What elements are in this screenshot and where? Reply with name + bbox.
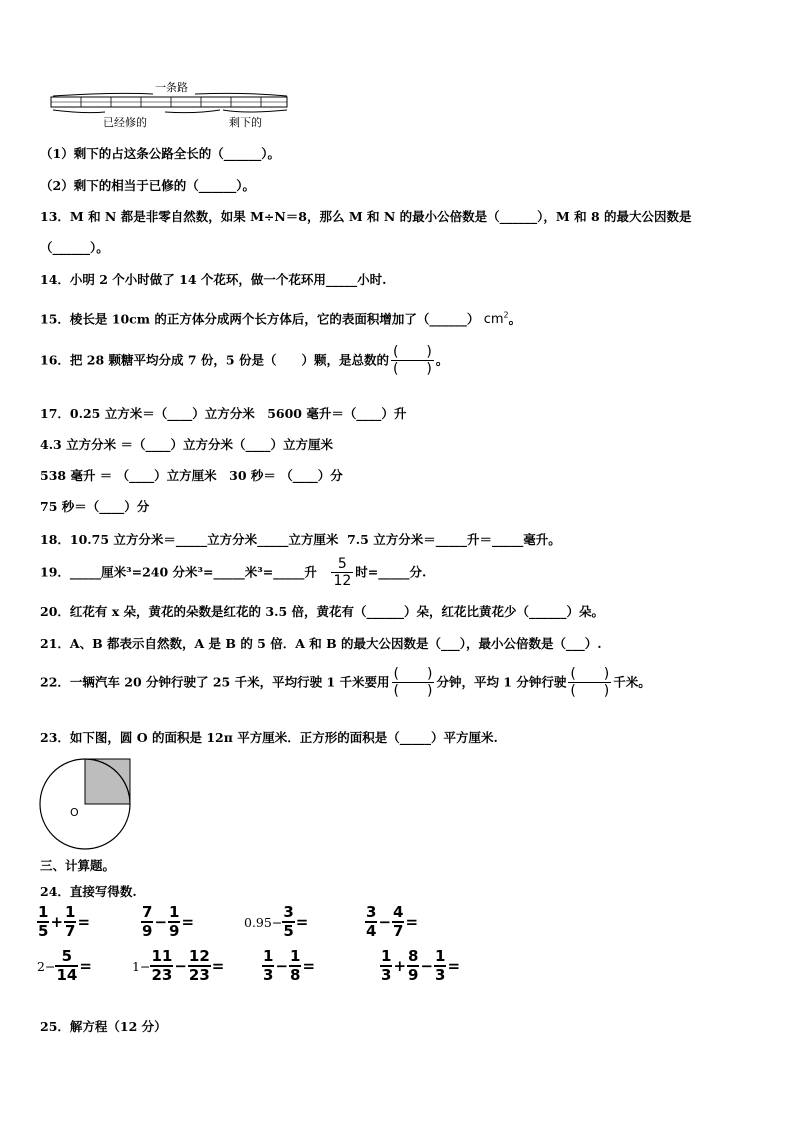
calc-expression-8: $\frac{1}{3}$ + $\frac{8}{9}$ − $\frac{1}{3}$ = xyxy=(381,947,461,984)
question-22: 22．一辆汽车 20 分钟行驶了 25 千米，平均行驶 1 千米要用 $\frac{( )}{( )}$ 分钟，平均 1 分钟行驶 $\frac{( )}{( )}$ 千米。 xyxy=(40,666,651,699)
question-18: 18．10.75 立方分米＝_____立方分米_____立方厘米 7.5 立方分米＝_____升＝_____毫升。 xyxy=(40,532,561,547)
question-25: 25．解方程（12 分） xyxy=(40,1019,167,1034)
question-24: 24．直接写得数. xyxy=(40,884,137,899)
question-23: 23．如下图，圆 O 的面积是 12π 平方厘米．正方形的面积是（_____）平方厘米. xyxy=(40,730,498,745)
question-21: 21．A、B 都表示自然数，A 是 B 的 5 倍．A 和 B 的最大公因数是（___），最小公倍数是（___）. xyxy=(40,636,602,651)
question-12-part-2: （2）剩下的相当于已修的（______）。 xyxy=(40,178,255,193)
question-17-line-4: 75 秒＝（____）分 xyxy=(40,499,150,514)
question-16: 16．把 28 颗糖平均分成 7 份，5 份是（ ）颗，是总数的 $\frac{( )}{( )}$ 。 xyxy=(40,344,449,377)
circle-center-label: O xyxy=(70,806,79,819)
fraction-blank-km: $\frac{( )}{( )}$ xyxy=(570,666,610,699)
question-15: 15．棱长是 10cm 的正方体分成两个长方体后，它的表面积增加了（______） $cm^2$。 xyxy=(40,311,522,328)
calc-expression-4: $\frac{3}{4}$ − $\frac{4}{7}$ = xyxy=(366,903,419,940)
question-13-continued: （______）。 xyxy=(40,240,109,255)
calc-expression-2: $\frac{7}{9}$ − $\frac{1}{9}$ = xyxy=(142,903,195,940)
calc-expression-3: 0.95− $\frac{3}{5}$ = xyxy=(244,903,309,940)
question-20: 20．红花有 x 朵，黄花的朵数是红花的 3.5 倍，黄花有（______）朵，红花比黄花少（______）朵。 xyxy=(40,604,605,619)
fraction-blank: $\frac{( )}{( )}$ xyxy=(392,344,432,377)
question-14: 14．小明 2 个小时做了 14 个花环，做一个花环用_____小时. xyxy=(40,272,387,287)
calc-expression-1: $\frac{1}{5}$ + $\frac{1}{7}$ = xyxy=(38,903,91,940)
road-left-label: 已经修的 xyxy=(103,116,147,129)
fraction-5-12: $\frac{5}{12}$ xyxy=(333,556,352,589)
circle-square-figure xyxy=(38,756,138,852)
question-17-line-1: 17．0.25 立方米＝（____）立方分米 5600 毫升＝（____）升 xyxy=(40,406,407,421)
fraction-blank-minutes: $\frac{( )}{( )}$ xyxy=(393,666,433,699)
calc-expression-5: 2− $\frac{5}{14}$ = xyxy=(37,947,92,984)
unit-cm2: $cm^2$ xyxy=(483,311,509,328)
calc-expression-6: 1− $\frac{11}{23}$ − $\frac{12}{23}$ = xyxy=(132,947,225,984)
question-17-line-3: 538 毫升 ＝ （____）立方厘米 30 秒＝ （____）分 xyxy=(40,468,343,483)
question-17-line-2: 4.3 立方分米 ＝（____）立方分米（____）立方厘米 xyxy=(40,437,333,452)
question-12-part-1: （1）剩下的占这条公路全长的（______）。 xyxy=(40,146,280,161)
road-top-label: 一条路 xyxy=(155,81,188,94)
road-right-label: 剩下的 xyxy=(229,116,262,129)
road-diagram xyxy=(45,78,295,134)
section-3-heading: 三、计算题。 xyxy=(40,858,116,873)
question-13: 13．M 和 N 都是非零自然数，如果 M÷N＝8，那么 M 和 N 的最小公倍数是（______），M 和 8 的最大公因数是 xyxy=(40,209,692,224)
calc-expression-7: $\frac{1}{3}$ − $\frac{1}{8}$ = xyxy=(263,947,316,984)
question-19: 19．_____厘米³=240 分米³=_____米³=_____升 $\frac{5}{12}$ 时=_____分. xyxy=(40,556,427,589)
